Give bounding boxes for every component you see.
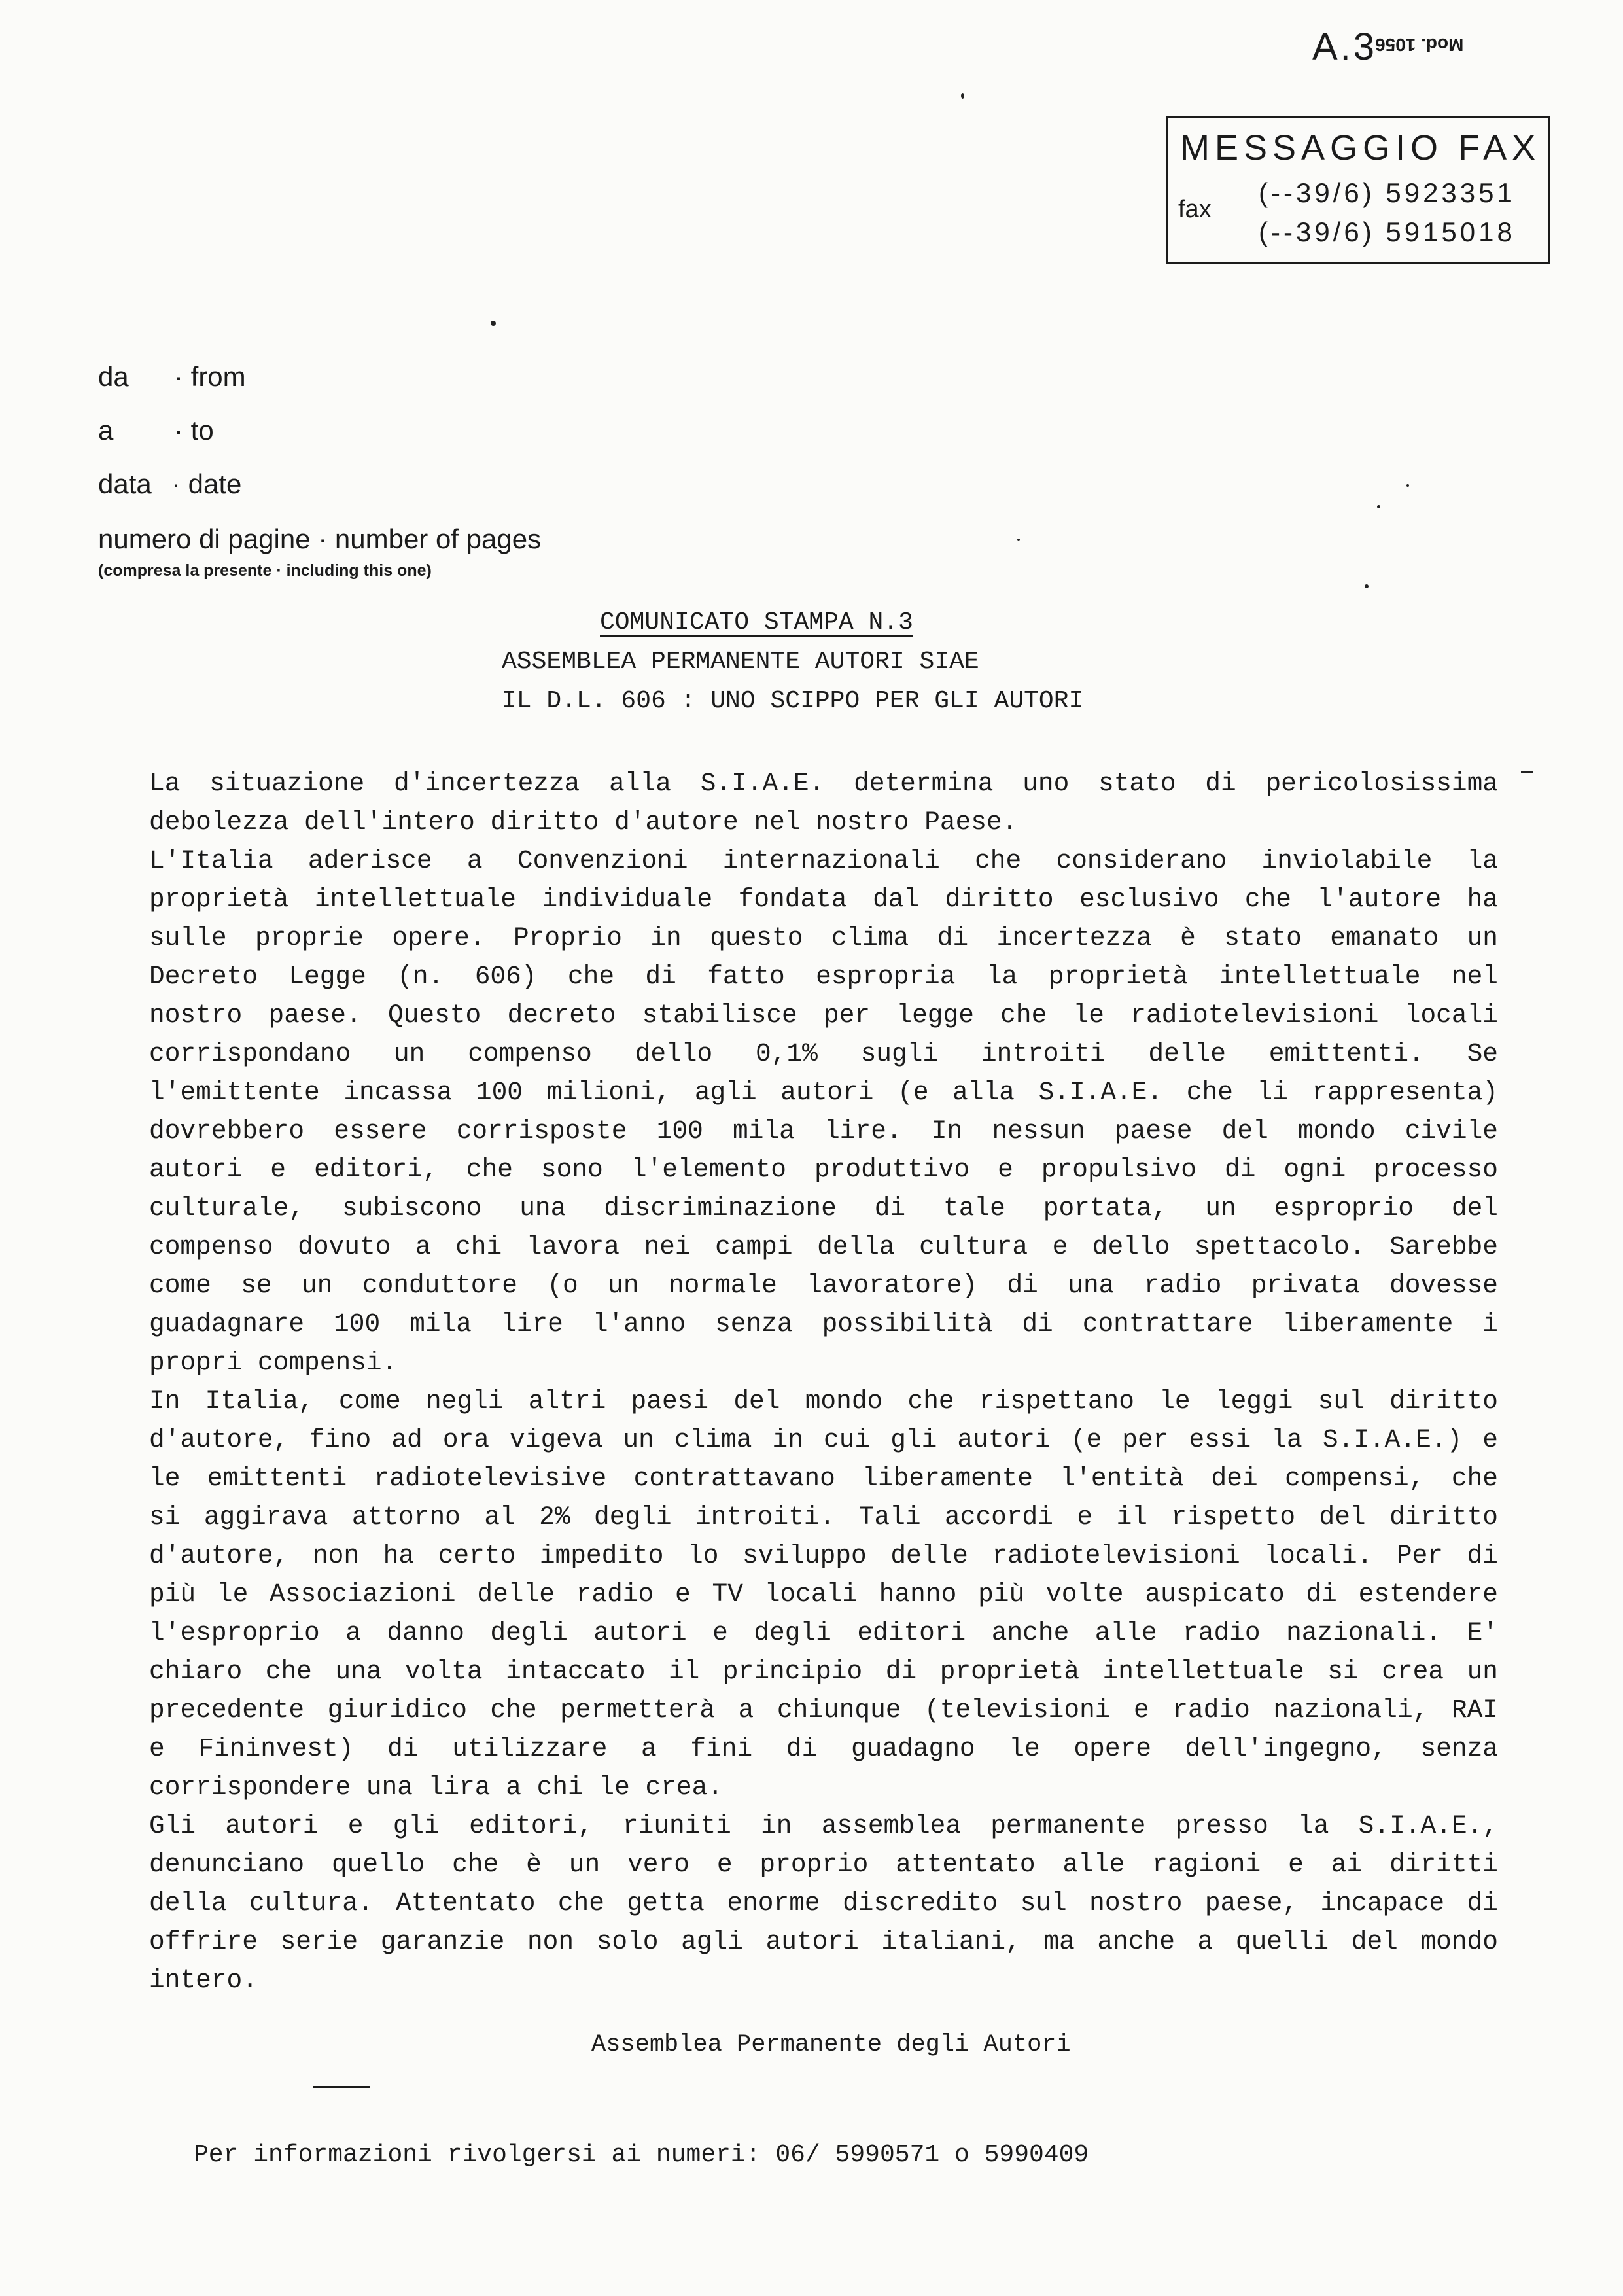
body-line: Gli autori e gli editori, riuniti in assemblea permanente presso la S.I.A.E.,	[149, 1811, 1498, 1841]
body-line: chiaro che una volta intaccato il principio di proprietà intellettuale si crea un	[149, 1657, 1498, 1686]
body-line: l'esproprio a danno degli autori e degli editori anche alle radio nazionali. E'	[149, 1618, 1498, 1648]
body-line: intero.	[149, 1966, 258, 1995]
body-line: della cultura. Attentato che getta enorme discredito sul nostro paese, incapace di	[149, 1888, 1498, 1918]
fax-box-title: MESSAGGIO FAX	[1180, 128, 1541, 168]
body-line: d'autore, non ha certo impedito lo sviluppo delle radiotelevisioni locali. Per di	[149, 1541, 1498, 1570]
body-line: sulle proprie opere. Proprio in questo clima di incertezza è stato emanato un	[149, 923, 1498, 953]
field-to-translation: · to	[174, 415, 214, 446]
field-pages-label: numero di pagine · number of pages	[98, 523, 542, 554]
field-from-label: da	[98, 361, 129, 392]
body-line: più le Associazioni delle radio e TV locali hanno più volte auspicato di estendere	[149, 1580, 1498, 1609]
body-line: corrispondere una lira a chi le crea.	[149, 1773, 724, 1802]
field-to-label: a	[98, 415, 114, 446]
body-line: dovrebbero essere corrisposte 100 mila lire. In nessun paese del mondo civile	[149, 1116, 1498, 1146]
scan-speck	[1017, 539, 1020, 541]
scan-speck	[1377, 505, 1380, 508]
fax-label: fax	[1178, 196, 1212, 223]
body-line: denunciano quello che è un vero e proprio attentato alle ragioni e ai diritti	[149, 1850, 1498, 1879]
press-release-headline: IL D.L. 606 : UNO SCIPPO PER GLI AUTORI	[502, 687, 1084, 715]
scan-speck	[491, 321, 496, 326]
body-line: La situazione d'incertezza alla S.I.A.E. determina uno stato di pericolosissima	[149, 769, 1498, 798]
body-line: si aggirava attorno al 2% degli introiti. Tali accordi e il rispetto del diritto	[149, 1502, 1498, 1532]
fax-number-2: (--39/6) 5915018	[1259, 217, 1516, 247]
field-from-translation: · from	[174, 361, 246, 392]
body-line: le emittenti radiotelevisive contrattavano liberamente l'entità dei compensi, che	[149, 1464, 1498, 1493]
body-line: precedente giuridico che permetterà a chiunque (televisioni e radio nazionali, RAI	[149, 1695, 1498, 1725]
body-line: l'emittente incassa 100 milioni, agli autori (e alla S.I.A.E. che li rappresenta)	[149, 1078, 1498, 1107]
form-code-stamp: Mod. 1056	[1375, 35, 1464, 55]
fax-message-box	[1166, 116, 1550, 264]
body-line: propri compensi.	[149, 1348, 398, 1377]
scan-speck	[1365, 584, 1369, 588]
press-release-subtitle: ASSEMBLEA PERMANENTE AUTORI SIAE	[502, 648, 979, 676]
body-line: culturale, subiscono una discriminazione di tale portata, un esproprio del	[149, 1193, 1498, 1223]
document-reference: A.3	[1312, 26, 1378, 68]
fax-number-1: (--39/6) 5923351	[1259, 177, 1516, 208]
scan-speck	[1521, 771, 1533, 773]
body-line: nostro paese. Questo decreto stabilisce per legge che le radiotelevisioni locali	[149, 1000, 1498, 1030]
body-line: In Italia, come negli altri paesi del mondo che rispettano le leggi sul diritto	[149, 1386, 1498, 1416]
body-line: proprietà intellettuale individuale fondata dal diritto esclusivo che l'autore ha	[149, 885, 1498, 914]
field-date-translation: · date	[171, 468, 242, 499]
scan-speck	[961, 93, 964, 99]
field-date-label: data	[98, 468, 152, 499]
body-line: corrispondano un compenso dello 0,1% sugli introiti delle emittenti. Se	[149, 1039, 1498, 1069]
body-line: offrire serie garanzie non solo agli autori italiani, ma anche a quelli del mondo	[149, 1927, 1498, 1956]
body-line: e Fininvest) di utilizzare a fini di guadagno le opere dell'ingegno, senza	[149, 1734, 1498, 1763]
field-pages-note: (compresa la presente · including this one)	[98, 561, 432, 580]
body-line: d'autore, fino ad ora vigeva un clima in cui gli autori (e per essi la S.I.A.E.) e	[149, 1425, 1498, 1455]
body-line: Decreto Legge (n. 606) che di fatto espropria la proprietà intellettuale nel	[149, 962, 1498, 991]
body-line: L'Italia aderisce a Convenzioni internazionali che considerano inviolabile la	[149, 846, 1498, 875]
body-line: come se un conduttore (o un normale lavoratore) di una radio privata dovesse	[149, 1271, 1498, 1300]
body-line: autori e editori, che sono l'elemento produttivo e propulsivo di ogni processo	[149, 1155, 1498, 1184]
body-line: guadagnare 100 mila lire l'anno senza possibilità di contrattare liberamente i	[149, 1309, 1498, 1339]
body-line: compenso dovuto a chi lavora nei campi della cultura e dello spettacolo. Sarebbe	[149, 1232, 1498, 1262]
divider	[313, 2086, 370, 2088]
press-release-title: COMUNICATO STAMPA N.3	[600, 609, 913, 637]
press-release-body	[149, 764, 1498, 2000]
contact-info: Per informazioni rivolgersi ai numeri: 06/ 5990571 o 5990409	[194, 2141, 1089, 2169]
scan-speck	[1406, 484, 1409, 487]
body-line: debolezza dell'intero diritto d'autore nel nostro Paese.	[149, 807, 1018, 837]
signature: Assemblea Permanente degli Autori	[591, 2031, 1071, 2058]
